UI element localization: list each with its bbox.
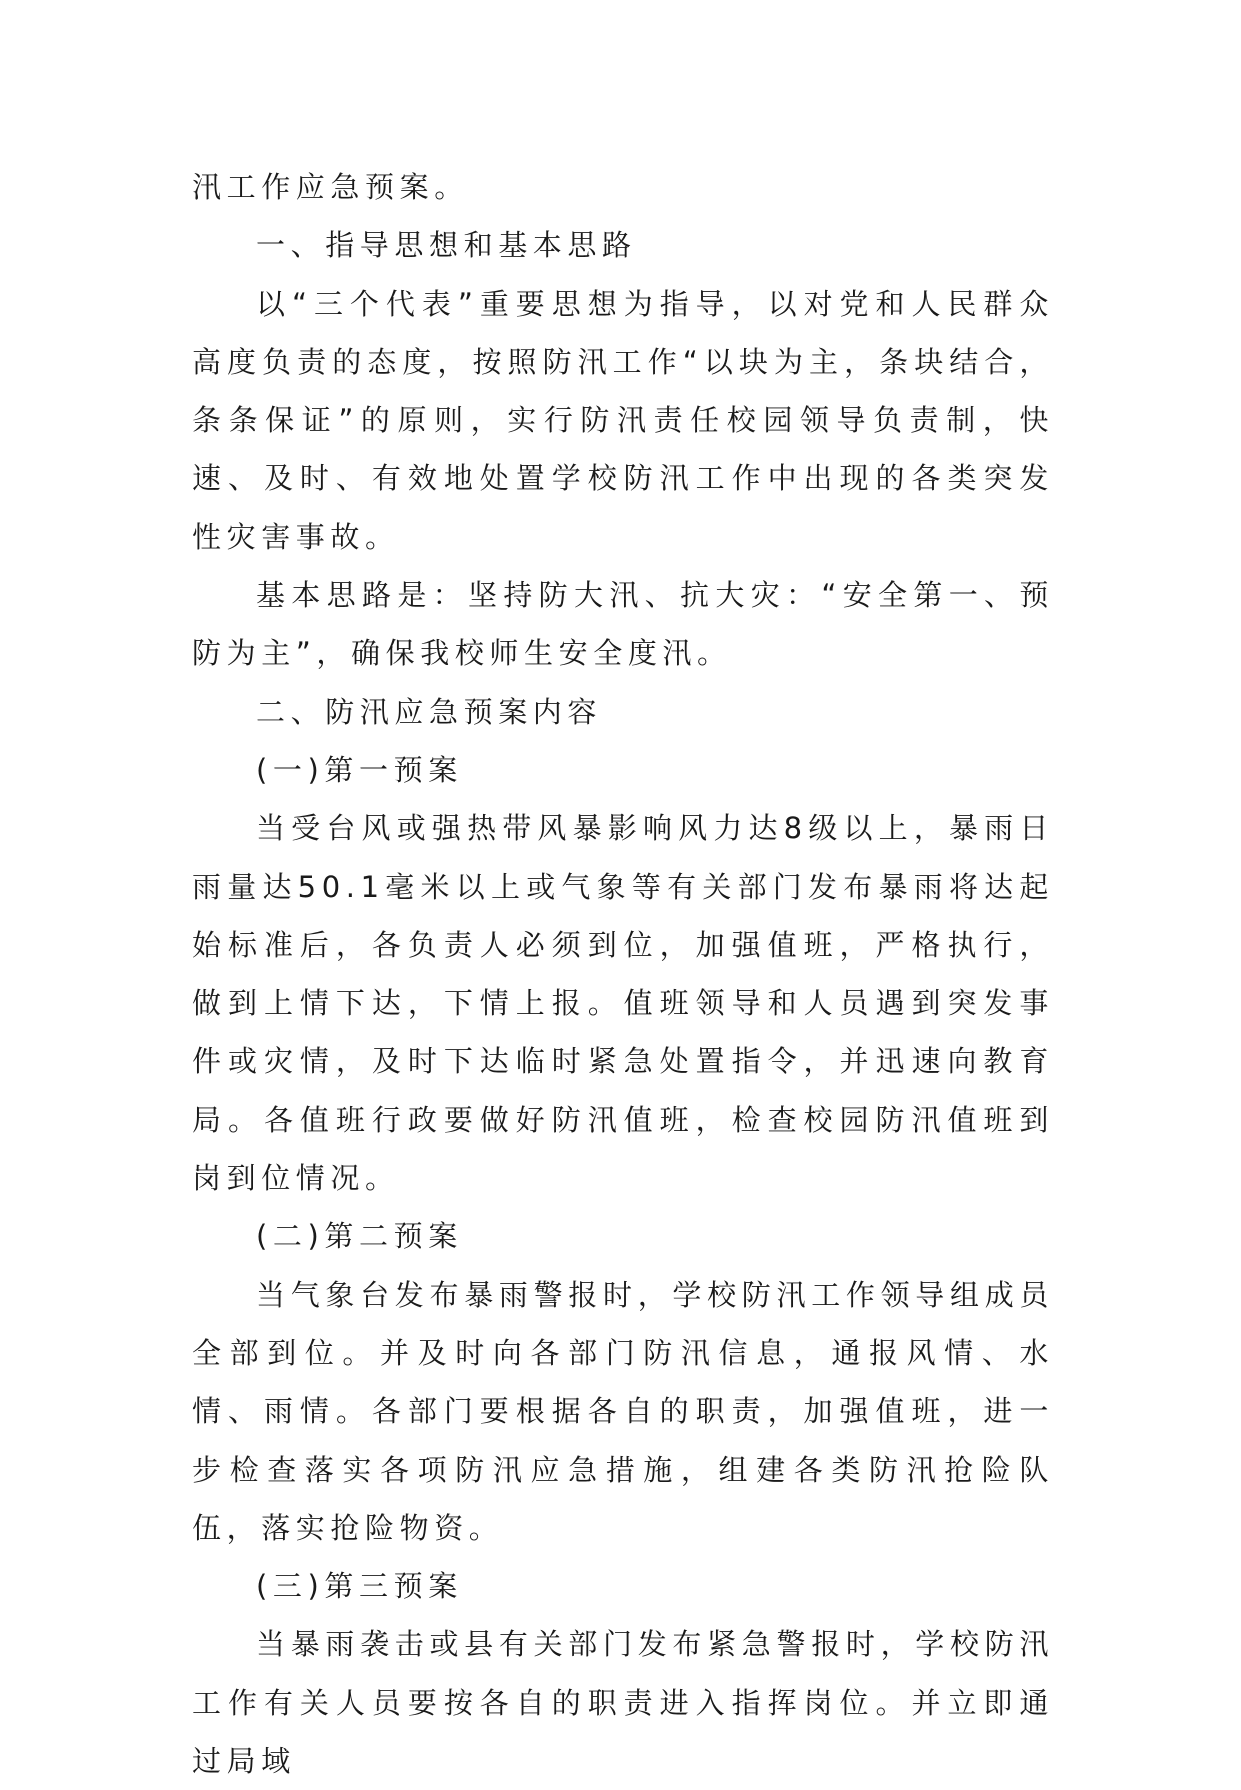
paragraph-third-plan: 当暴雨袭击或县有关部门发布紧急警报时，学校防汛工作有关人员要按各自的职责进入指挥岗位。并立即通过局域 xyxy=(192,1627,1054,1779)
section-heading-guiding-ideas: 一、指导思想和基本思路 xyxy=(256,228,637,263)
paragraph-first-plan: 当受台风或强热带风暴影响风力达8级以上，暴雨日雨量达50.1毫米以上或气象等有关部门发布暴雨将达起始标准后，各负责人必须到位，加强值班，严格执行，做到上情下达，下情上报。值班领导和人员遇到突发事件或灾情，及时下达临时紧急处置指令，并迅速向教育局。各值班行政要做好防汛值班，检查校园防汛值班到岗到位情况。 xyxy=(192,811,1054,1196)
document-body xyxy=(192,158,1054,1790)
subheading-third-plan: (三)第三预案 xyxy=(256,1569,463,1604)
paragraph-second-plan: 当气象台发布暴雨警报时，学校防汛工作领导组成员全部到位。并及时向各部门防汛信息，通报风情、水情、雨情。各部门要根据各自的职责，加强值班，进一步检查落实各项防汛应急措施，组建各类防汛抢险队伍，落实抢险物资。 xyxy=(192,1277,1054,1545)
subheading-first-plan: (一)第一预案 xyxy=(256,752,463,787)
subheading-second-plan: (二)第二预案 xyxy=(256,1219,463,1254)
paragraph-guiding-principle: 以“三个代表”重要思想为指导，以对党和人民群众高度负责的态度，按照防汛工作“以块为主，条块结合，条条保证”的原则，实行防汛责任校园领导负责制，快速、及时、有效地处置学校防汛工作中出现的各类突发性灾害事故。 xyxy=(192,286,1054,554)
paragraph-basic-approach: 基本思路是：坚持防大汛、抗大灾：“安全第一、预防为主”，确保我校师生安全度汛。 xyxy=(192,578,1054,671)
section-heading-plan-content: 二、防汛应急预案内容 xyxy=(256,694,603,729)
paragraph-continuation: 汛工作应急预案。 xyxy=(192,170,469,204)
